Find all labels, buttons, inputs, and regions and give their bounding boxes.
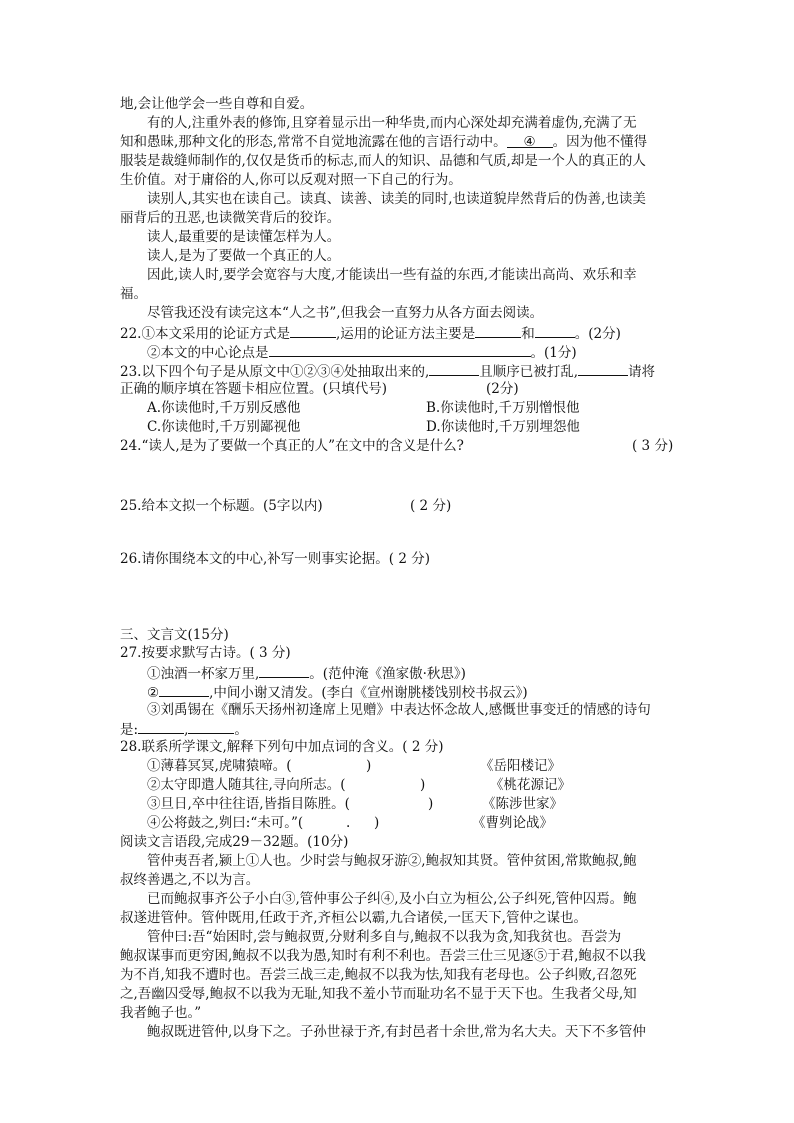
classical-line: 之,吾幽囚受辱,鲍叔不以我为无耻,知我不羞小节而耻功名不显于天下也。生我者父母,知 bbox=[120, 986, 637, 1002]
passage-line: 因此,读人时,要学会宽容与大度,才能读出一些有益的东西,才能读出高尚、欢乐和幸 bbox=[147, 267, 637, 283]
passage-line: 尽管我还没有读完这本“人之书”,但我会一直努力从各方面去阅读。 bbox=[147, 305, 544, 321]
section-title: 三、文言文(15分) bbox=[120, 627, 229, 643]
answer-blank[interactable] bbox=[188, 720, 234, 734]
answer-blank[interactable] bbox=[429, 362, 479, 376]
question-28-1: ①薄暮冥冥,虎啸猿啼。( bbox=[147, 758, 292, 774]
option-a: A.你读他时,千万别反感他 bbox=[147, 400, 301, 416]
text: ② bbox=[147, 685, 160, 701]
classical-line: 叔遂进管仲。管仲既用,任政于齐,齐桓公以霸,九合诸侯,一匡天下,管仲之谋也。 bbox=[120, 910, 587, 926]
question-27: 27.按要求默写古诗。( 3 分) bbox=[120, 645, 291, 661]
close-paren: ) bbox=[374, 815, 380, 831]
question-26: 26.请你围绕本文的中心,补写一则事实论据。( 2 分) bbox=[120, 551, 430, 567]
question-28: 28.联系所学课文,解释下列句中加点词的含义。( 2 分) bbox=[120, 739, 444, 755]
reading-intro: 阅读文言语段,完成29－32题。(10分) bbox=[120, 834, 349, 850]
source: 《陈涉世家》 bbox=[482, 796, 563, 812]
question-28-4: ④公将鼓之,刿曰:“未可。”( bbox=[147, 815, 304, 831]
classical-line: 已而鲍叔事齐公子小白③,管仲事公子纠④,及小白立为桓公,公子纠死,管仲囚焉。鲍 bbox=[147, 891, 637, 907]
answer-blank[interactable] bbox=[475, 324, 521, 338]
classical-line: 我者鲍子也。” bbox=[120, 1005, 202, 1021]
question-25: 25.给本文拟一个标题。(5字以内) bbox=[120, 498, 323, 514]
text: 是: bbox=[120, 722, 139, 738]
text: 。(1分) bbox=[530, 345, 577, 361]
answer-blank[interactable] bbox=[578, 362, 628, 376]
text: ,中间小谢又清发。(李白《宣州谢朓楼饯别校书叔云》) bbox=[209, 685, 528, 701]
passage-line: 丽背后的丑恶,也读微笑背后的狡诈。 bbox=[120, 210, 341, 226]
close-paren: ) bbox=[428, 796, 434, 812]
answer-blank[interactable] bbox=[290, 324, 336, 338]
classical-line: 管仲夷吾者,颍上①人也。少时尝与鲍叔牙游②,鲍叔知其贤。管仲贫困,常欺鲍叔,鲍 bbox=[147, 853, 637, 869]
text: 请将 bbox=[628, 364, 656, 380]
question-27-3-answer bbox=[120, 720, 680, 739]
passage-line: 读人,是为了要做一个真正的人。 bbox=[147, 248, 341, 264]
text: 。(范仲淹《渔家傲·秋思》) bbox=[309, 666, 466, 682]
source: 《曹刿论战》 bbox=[472, 815, 553, 831]
text: 。(2分) bbox=[574, 326, 621, 342]
text: ②本文的中心论点是 bbox=[147, 345, 269, 361]
text: 且顺序已被打乱, bbox=[479, 364, 579, 380]
option-b: B.你读他时,千万别憎恨他 bbox=[426, 400, 580, 416]
question-27-3: ③刘禹锡在《酬乐天扬州初逢席上见赠》中表达怀念故人,感慨世事变迁的情感的诗句 bbox=[147, 702, 651, 718]
passage-line: 读人,最重要的是读懂怎样为人。 bbox=[147, 229, 341, 245]
classical-line: 管仲曰:吾“始困时,尝与鲍叔贾,分财利多自与,鲍叔不以我为贪,知我贫也。吾尝为 bbox=[147, 929, 622, 945]
source: 《桃花源记》 bbox=[490, 777, 571, 793]
score: ( 2 分) bbox=[410, 498, 452, 514]
text: 。 bbox=[234, 722, 248, 738]
question-24: 24.“读人,是为了要做一个真正的人”在文中的含义是什么? bbox=[120, 438, 464, 454]
question-22-2 bbox=[147, 343, 707, 362]
passage-line: 服装是裁缝师制作的,仅仅是货币的标志,而人的知识、品德和气质,却是一个人的真正的人 bbox=[120, 153, 646, 169]
text: 23.以下四个句子是从原文中①②③④处抽取出来的, bbox=[120, 364, 430, 380]
text: 知和愚昧,那种文化的形态,常常不自觉地流露在他的言语行动中。 bbox=[120, 134, 507, 150]
question-27-2 bbox=[147, 683, 707, 702]
score: (2分) bbox=[486, 381, 519, 397]
passage-line: 地,会让他学会一些自尊和自爱。 bbox=[120, 96, 314, 112]
text: 22.①本文采用的论证方式是 bbox=[120, 326, 290, 342]
answer-blank[interactable] bbox=[138, 720, 184, 734]
passage-line: 有的人,注重外表的修饰,且穿着显示出一种华贵,而内心深处却充满着虚伪,充满了无 bbox=[147, 115, 637, 131]
classical-line: 为不肖,知我不遭时也。吾尝三战三走,鲍叔不以我为怯,知我有老母也。公子纠败,召忽死 bbox=[120, 967, 637, 983]
close-paren: ) bbox=[420, 777, 426, 793]
option-d: D.你读他时,千万别埋怨他 bbox=[426, 419, 580, 435]
text: ,运用的论证方法主要是 bbox=[335, 326, 476, 342]
passage-line: 读别人,其实也在读自己。读真、读善、读美的同时,也读道貌岸然背后的伪善,也读美 bbox=[147, 191, 646, 207]
question-27-1 bbox=[147, 664, 707, 683]
source: 《岳阳楼记》 bbox=[480, 758, 561, 774]
classical-line: 鲍叔谋事而更穷困,鲍叔不以我为愚,知时有利不利也。吾尝三仕三见逐⑤于君,鲍叔不以我 bbox=[120, 948, 646, 964]
answer-blank[interactable] bbox=[159, 683, 209, 697]
text: ①浊酒一杯家万里, bbox=[147, 666, 260, 682]
score: ( 3 分) bbox=[632, 438, 674, 454]
question-22 bbox=[120, 324, 680, 343]
text: 和 bbox=[521, 326, 535, 342]
close-paren: ) bbox=[366, 758, 372, 774]
question-28-3: ③旦日,卒中往往语,皆指目陈胜。( bbox=[147, 796, 350, 812]
answer-blank[interactable] bbox=[535, 324, 575, 338]
classical-line: 鲍叔既进管仲,以身下之。子孙世禄于齐,有封邑者十余世,常为名大夫。天下不多管仲 bbox=[147, 1024, 646, 1040]
text: 。因为他不懂得 bbox=[552, 134, 648, 150]
question-23 bbox=[120, 362, 680, 381]
passage-line: 生价值。对于庸俗的人,你可以反观对照一下自己的行为。 bbox=[120, 172, 462, 188]
question-28-2: ②太守即遣人随其往,寻向所志。( bbox=[147, 777, 346, 793]
option-c: C.你读他时,千万别鄙视他 bbox=[147, 419, 301, 435]
passage-line: 福。 bbox=[120, 286, 147, 302]
answer-blank[interactable] bbox=[269, 343, 531, 357]
question-23-line2: 正确的顺序填在答题卡相应位置。(只填代号) bbox=[120, 381, 388, 397]
classical-line: 叔终善遇之,不以为言。 bbox=[120, 872, 260, 888]
dot: . bbox=[346, 815, 351, 831]
passage-line bbox=[120, 134, 680, 151]
blank-4: ④ bbox=[507, 134, 553, 148]
text: , bbox=[184, 722, 189, 738]
answer-blank[interactable] bbox=[259, 664, 309, 678]
